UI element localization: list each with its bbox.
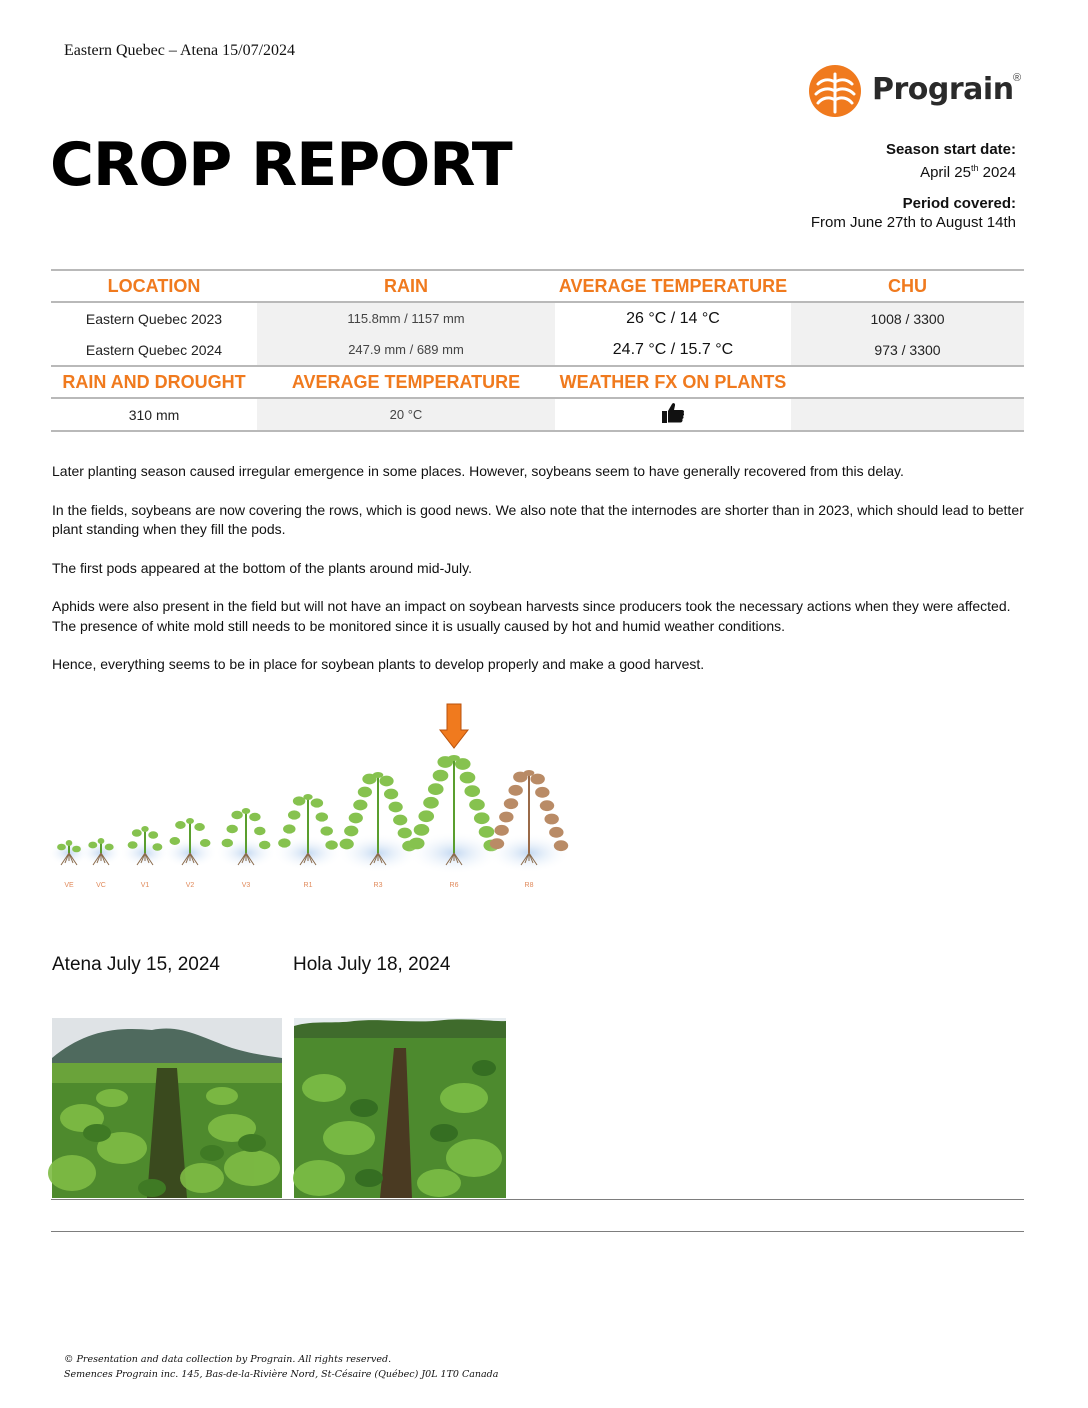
footer-copyright: © Presentation and data collection by Prograin. All rights reserved. xyxy=(64,1354,392,1365)
stage-label: R8 xyxy=(524,882,534,889)
stage-v2 xyxy=(162,818,217,889)
footer xyxy=(64,1352,498,1382)
season-date: April 25 xyxy=(920,164,971,181)
col-weather-fx: WEATHER FX ON PLANTS xyxy=(555,366,791,398)
current-stage-arrow-icon xyxy=(440,704,468,748)
stage-label: VE xyxy=(64,882,74,889)
season-start xyxy=(886,140,1016,182)
brand-logo xyxy=(808,64,1038,118)
stage-vc xyxy=(79,838,122,889)
paragraph-rows: In the fields, soybeans are now covering the rows, which is good news. We also note that the internodes are shorter than in 2023, which should lead to better plant standing when they fill the pods. xyxy=(52,501,1024,537)
temp-cell: 24.7 °C / 15.7 °C xyxy=(612,340,734,358)
weather-header-row xyxy=(51,270,1024,302)
stage-v1 xyxy=(120,826,170,889)
brand-name: Prograin xyxy=(872,72,1014,107)
paragraph-aphids: Aphids were also present in the field but will not have an impact on soybean harvests since producers took the necessary actions when they were affected. The presence of white mold still needs to be monitored since it is usually caused by hot and humid weather conditions. xyxy=(52,598,1011,634)
growth-stages-diagram xyxy=(50,700,570,900)
stage-r6 xyxy=(408,755,501,889)
paragraph-conclusion: Hence, everything seems to be in place for soybean plants to develop properly and make a good harvest. xyxy=(52,656,705,672)
stage-label: V3 xyxy=(241,882,251,889)
col-empty xyxy=(791,366,1024,398)
stage-label: R1 xyxy=(303,882,313,889)
stage-v3 xyxy=(215,808,276,889)
rain-cell: 115.8mm / 1157 mm xyxy=(257,302,555,334)
period-label: Period covered: xyxy=(902,195,1016,212)
weather-header-row-2 xyxy=(51,366,1024,398)
col-location: LOCATION xyxy=(51,270,257,302)
col-rain-drought: RAIN AND DROUGHT xyxy=(51,366,257,398)
weather-table xyxy=(51,269,1024,432)
stage-r1 xyxy=(273,794,343,889)
hola-caption: Hola July 18, 2024 xyxy=(293,954,451,975)
col-chu: CHU xyxy=(791,270,1024,302)
location-cell: Eastern Quebec 2023 xyxy=(51,302,257,334)
footer-address: Semences Prograin inc. 145, Bas-de-la-Rivière Nord, St-Césaire (Québec) J0L 1T0 Canada xyxy=(64,1369,499,1380)
empty-cell xyxy=(791,398,1024,431)
avg-temp-cell: 20 °C xyxy=(257,398,555,431)
thumbs-up-icon xyxy=(661,402,685,424)
divider-bottom xyxy=(51,1231,1024,1232)
stage-label: V1 xyxy=(140,882,150,889)
registered-mark: ® xyxy=(1013,72,1022,84)
stage-label: R6 xyxy=(449,882,459,889)
rain-cell: 247.9 mm / 689 mm xyxy=(257,334,555,366)
stage-label: R3 xyxy=(373,882,383,889)
season-label: Season start date: xyxy=(885,141,1016,158)
stage-r3 xyxy=(337,772,420,889)
col-avg-temp: AVERAGE TEMPERATURE xyxy=(555,270,791,302)
stage-label: V2 xyxy=(185,882,195,889)
stage-label: VC xyxy=(96,882,106,889)
table-row xyxy=(51,302,1024,334)
report-body xyxy=(52,462,1032,694)
table-row xyxy=(51,398,1024,431)
atena-caption: Atena July 15, 2024 xyxy=(52,954,220,975)
season-year: 2024 xyxy=(978,164,1016,181)
period-covered xyxy=(810,194,1016,231)
period-value: From June 27th to August 14th xyxy=(810,214,1016,231)
hola-field-photo xyxy=(294,1018,506,1198)
paragraph-pods: The first pods appeared at the bottom of the plants around mid-July. xyxy=(52,559,472,576)
season-value xyxy=(886,159,1016,182)
col-rain: RAIN xyxy=(257,270,555,302)
col-avg-temp-2: AVERAGE TEMPERATURE xyxy=(257,366,555,398)
divider-top xyxy=(51,1199,1024,1200)
stage-r8 xyxy=(487,770,571,889)
season-sup: th xyxy=(970,163,979,173)
location-cell: Eastern Quebec 2024 xyxy=(85,341,223,358)
paragraph-emergence: Later planting season caused irregular emergence in some places. However, soybeans seem to have generally recovered from this delay. xyxy=(52,463,904,479)
wheat-logo-icon xyxy=(808,64,862,118)
atena-field-photo xyxy=(52,1018,282,1198)
chu-cell: 973 / 3300 xyxy=(791,334,1024,366)
temp-cell: 26 °C / 14 °C xyxy=(555,302,791,334)
header-meta: Eastern Quebec – Atena 15/07/2024 xyxy=(64,42,296,59)
rain-drought-cell: 310 mm xyxy=(51,398,257,431)
table-row xyxy=(51,334,1024,366)
weather-fx-cell xyxy=(555,398,791,431)
page-title: CROP REPORT xyxy=(50,130,512,200)
chu-cell: 1008 / 3300 xyxy=(791,302,1024,334)
